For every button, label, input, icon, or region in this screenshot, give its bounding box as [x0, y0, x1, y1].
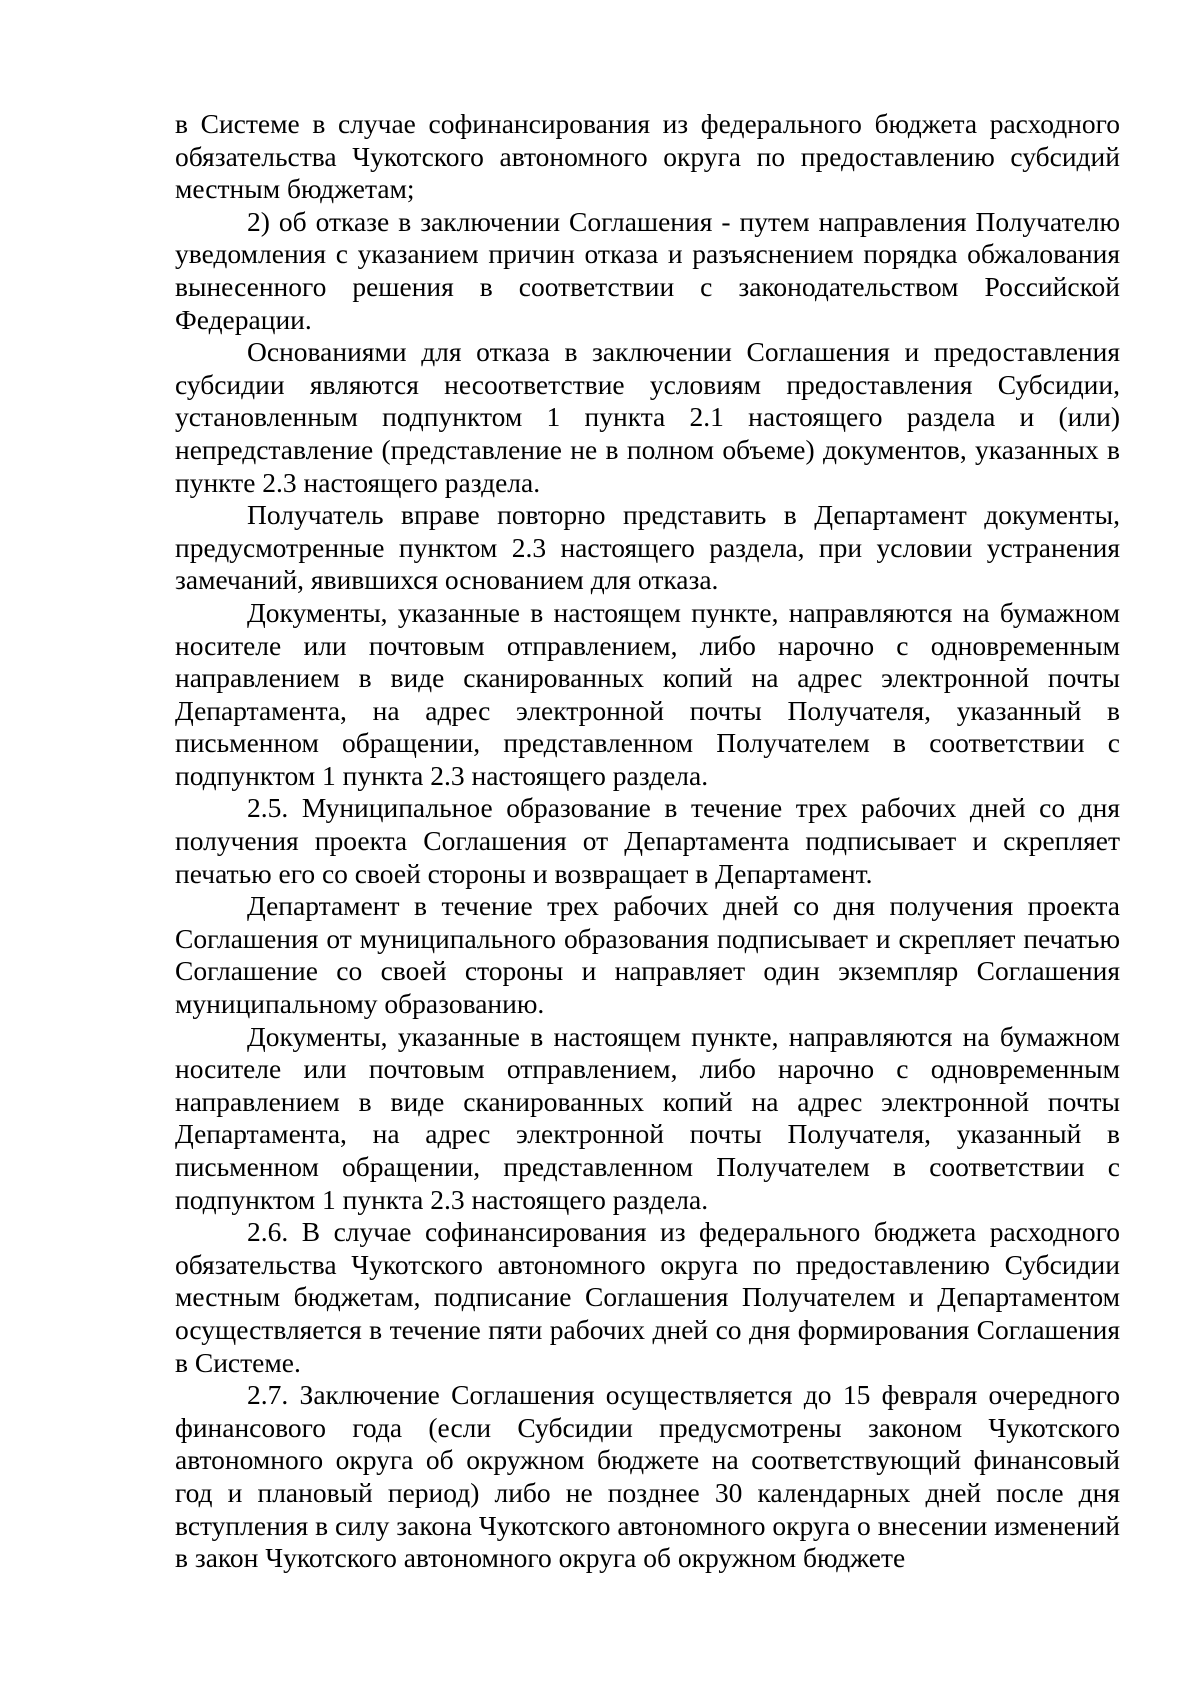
paragraph-resubmission: Получатель вправе повторно представить в Департамент документы, предусмотренные пунктом 2.3 настоящего раздела, при условии устранения замечаний, явившихся основанием для отказа. — [175, 499, 1120, 596]
paragraph-refusal-grounds: Основаниями для отказа в заключении Соглашения и предоставления субсидии являются несоответствие условиям предоставления Субсидии, установленным подпунктом 1 пункта 2.1 настоящего раздела и (или) непредставление (представление не в полном объеме) документов, указанных в пункте 2.3 настоящего раздела. — [175, 336, 1120, 498]
paragraph-continuation: в Системе в случае софинансирования из федерального бюджета расходного обязательства Чукотского автономного округа по предоставлению субсидий местным бюджетам; — [175, 108, 1120, 205]
paragraph-section-2-6: 2.6. В случае софинансирования из федерального бюджета расходного обязательства Чукотского автономного округа по предоставлению Субсидии местным бюджетам, подписание Соглашения Получателем и Департаментом осуществляется в течение пяти рабочих дней со дня формирования Соглашения в Системе. — [175, 1216, 1120, 1378]
paragraph-section-2-7: 2.7. Заключение Соглашения осуществляется до 15 февраля очередного финансового года (если Субсидии предусмотрены законом Чукотского автономного округа об окружном бюджете на соответствующий финансовый год и плановый период) либо не позднее 30 календарных дней после дня вступления в силу закона Чукотского автономного округа о внесении изменений в закон Чукотского автономного округа об окружном бюджете — [175, 1379, 1120, 1574]
paragraph-document-delivery-2: Документы, указанные в настоящем пункте, направляются на бумажном носителе или почтовым отправлением, либо нарочно с одновременным направлением в виде сканированных копий на адрес электронной почты Департамента, на адрес электронной почты Получателя, указанный в письменном обращении, представленном Получателем в соответствии с подпунктом 1 пункта 2.3 настоящего раздела. — [175, 1020, 1120, 1215]
paragraph-department-signing: Департамент в течение трех рабочих дней со дня получения проекта Соглашения от муниципального образования подписывает и скрепляет печатью Соглашение со своей стороны и направляет один экземпляр Соглашения муниципальному образованию. — [175, 890, 1120, 1020]
paragraph-section-2-5: 2.5. Муниципальное образование в течение трех рабочих дней со дня получения проекта Соглашения от Департамента подписывает и скрепляет печатью его со своей стороны и возвращает в Департамент. — [175, 792, 1120, 889]
paragraph-refusal-notice: 2) об отказе в заключении Соглашения - путем направления Получателю уведомления с указанием причин отказа и разъяснением порядка обжалования вынесенного решения в соответствии с законодательством Российской Федерации. — [175, 205, 1120, 335]
document-body — [175, 108, 1120, 1575]
paragraph-document-delivery: Документы, указанные в настоящем пункте, направляются на бумажном носителе или почтовым отправлением, либо нарочно с одновременным направлением в виде сканированных копий на адрес электронной почты Департамента, на адрес электронной почты Получателя, указанный в письменном обращении, представленном Получателем в соответствии с подпунктом 1 пункта 2.3 настоящего раздела. — [175, 596, 1120, 791]
